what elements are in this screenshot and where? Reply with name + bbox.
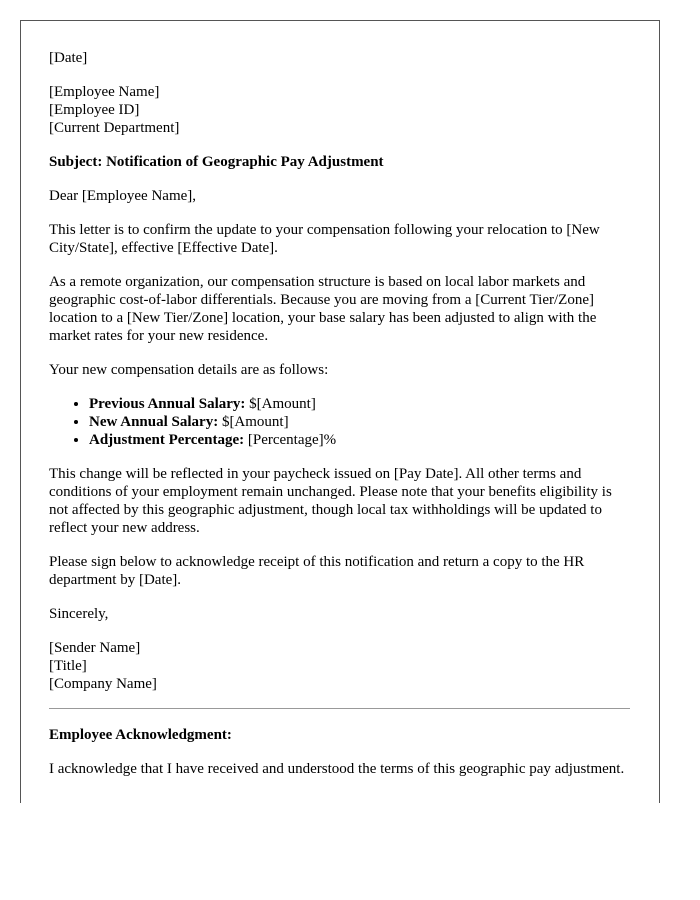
detail-previous-salary — [89, 395, 630, 413]
detail-label: Adjustment Percentage: — [89, 432, 245, 448]
acknowledgment-text: I acknowledge that I have received and understood the terms of this geographic pay adjustment. — [49, 761, 625, 777]
letter-date: [Date] — [49, 50, 88, 66]
acknowledgment-heading: Employee Acknowledgment: — [49, 727, 232, 743]
recipient-block — [49, 83, 630, 137]
employee-id: [Employee ID] — [49, 102, 140, 118]
detail-value: [Percentage]% — [244, 432, 337, 448]
sender-name: [Sender Name] — [49, 640, 141, 656]
closing: Sincerely, — [49, 606, 109, 622]
paragraph-structure: As a remote organization, our compensation structure is based on local labor markets and geographic cost-of-labor differentials. Because you are moving from a [Current Tier/Zone] location to a [New Tier/Zone] location, your base salary has been adjusted to align with the market rates for your new residence. — [49, 274, 597, 344]
sender-block — [49, 639, 630, 693]
employee-name: [Employee Name] — [49, 84, 160, 100]
paragraph-details-intro: Your new compensation details are as follows: — [49, 362, 329, 378]
paragraph-intro: This letter is to confirm the update to your compensation following your relocation to [New City/State], effective [Effective Date]. — [49, 222, 600, 256]
sender-title: [Title] — [49, 658, 87, 674]
detail-label: New Annual Salary: — [89, 414, 219, 430]
detail-value: $[Amount] — [218, 414, 289, 430]
current-department: [Current Department] — [49, 120, 180, 136]
letter-page — [20, 20, 660, 803]
salutation: Dear [Employee Name], — [49, 188, 197, 204]
compensation-details-list — [49, 395, 630, 449]
subject-line: Subject: Notification of Geographic Pay Adjustment — [49, 154, 384, 170]
detail-adjustment-percentage — [89, 431, 630, 449]
detail-label: Previous Annual Salary: — [89, 396, 246, 412]
sender-company: [Company Name] — [49, 676, 157, 692]
detail-value: $[Amount] — [245, 396, 316, 412]
detail-new-salary — [89, 413, 630, 431]
paragraph-paycheck: This change will be reflected in your paycheck issued on [Pay Date]. All other terms and conditions of your employment remain unchanged. Please note that your benefits eligibility is not affected by this geographic adjustment, though local tax withholdings will be updated to reflect your new address. — [49, 466, 612, 536]
divider — [49, 708, 630, 709]
paragraph-sign: Please sign below to acknowledge receipt of this notification and return a copy to the HR department by [Date]. — [49, 554, 585, 588]
